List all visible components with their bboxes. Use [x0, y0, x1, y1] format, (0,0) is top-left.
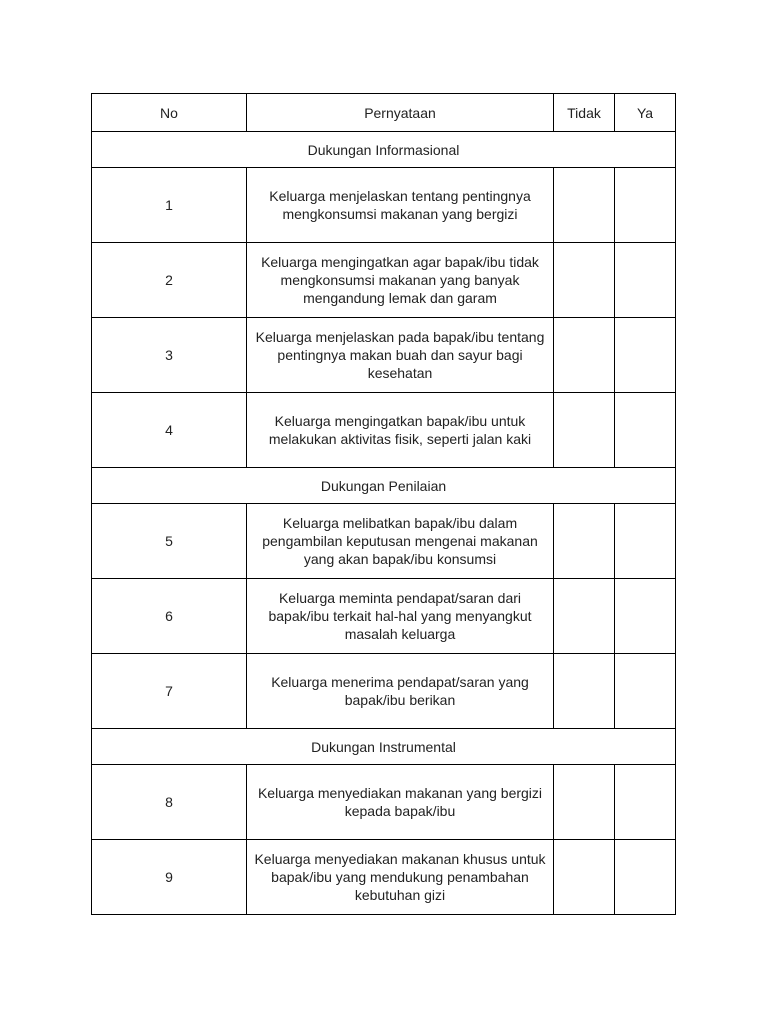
tidak-answer-cell[interactable]: [554, 579, 615, 654]
item-statement: Keluarga meminta pendapat/saran dari bapak/ibu terkait hal-hal yang menyangkut masalah keluarga: [247, 579, 554, 654]
table-row: [92, 765, 676, 840]
item-number: 7: [92, 654, 247, 729]
header-no: No: [92, 94, 247, 132]
tidak-answer-cell[interactable]: [554, 654, 615, 729]
tidak-answer-cell[interactable]: [554, 168, 615, 243]
item-number: 6: [92, 579, 247, 654]
ya-answer-cell[interactable]: [615, 318, 676, 393]
section-title: Dukungan Informasional: [92, 132, 676, 168]
questionnaire-table: [91, 93, 676, 915]
tidak-answer-cell[interactable]: [554, 765, 615, 840]
table-row: [92, 654, 676, 729]
item-statement: Keluarga menyediakan makanan khusus untuk bapak/ibu yang mendukung penambahan kebutuhan gizi: [247, 840, 554, 915]
table-row: [92, 243, 676, 318]
tidak-answer-cell[interactable]: [554, 243, 615, 318]
ya-answer-cell[interactable]: [615, 840, 676, 915]
table-row: [92, 168, 676, 243]
item-number: 3: [92, 318, 247, 393]
item-number: 2: [92, 243, 247, 318]
header-statement: Pernyataan: [247, 94, 554, 132]
section-row-penilaian: [92, 468, 676, 504]
item-statement: Keluarga menjelaskan pada bapak/ibu tentang pentingnya makan buah dan sayur bagi kesehatan: [247, 318, 554, 393]
item-number: 1: [92, 168, 247, 243]
tidak-answer-cell[interactable]: [554, 318, 615, 393]
ya-answer-cell[interactable]: [615, 243, 676, 318]
table-row: [92, 840, 676, 915]
section-title: Dukungan Penilaian: [92, 468, 676, 504]
ya-answer-cell[interactable]: [615, 765, 676, 840]
table-row: [92, 579, 676, 654]
item-number: 8: [92, 765, 247, 840]
item-statement: Keluarga menerima pendapat/saran yang bapak/ibu berikan: [247, 654, 554, 729]
section-row-informasional: [92, 132, 676, 168]
item-statement: Keluarga melibatkan bapak/ibu dalam pengambilan keputusan mengenai makanan yang akan bapak/ibu konsumsi: [247, 504, 554, 579]
header-row: [92, 94, 676, 132]
item-statement: Keluarga menyediakan makanan yang bergizi kepada bapak/ibu: [247, 765, 554, 840]
ya-answer-cell[interactable]: [615, 168, 676, 243]
ya-answer-cell[interactable]: [615, 654, 676, 729]
item-number: 4: [92, 393, 247, 468]
section-title: Dukungan Instrumental: [92, 729, 676, 765]
ya-answer-cell[interactable]: [615, 579, 676, 654]
item-number: 5: [92, 504, 247, 579]
tidak-answer-cell[interactable]: [554, 504, 615, 579]
header-ya: Ya: [615, 94, 676, 132]
item-statement: Keluarga menjelaskan tentang pentingnya mengkonsumsi makanan yang bergizi: [247, 168, 554, 243]
header-tidak: Tidak: [554, 94, 615, 132]
section-row-instrumental: [92, 729, 676, 765]
table-row: [92, 504, 676, 579]
table-row: [92, 393, 676, 468]
item-statement: Keluarga mengingatkan bapak/ibu untuk melakukan aktivitas fisik, seperti jalan kaki: [247, 393, 554, 468]
ya-answer-cell[interactable]: [615, 504, 676, 579]
table-row: [92, 318, 676, 393]
tidak-answer-cell[interactable]: [554, 393, 615, 468]
ya-answer-cell[interactable]: [615, 393, 676, 468]
item-statement: Keluarga mengingatkan agar bapak/ibu tidak mengkonsumsi makanan yang banyak mengandung lemak dan garam: [247, 243, 554, 318]
item-number: 9: [92, 840, 247, 915]
tidak-answer-cell[interactable]: [554, 840, 615, 915]
